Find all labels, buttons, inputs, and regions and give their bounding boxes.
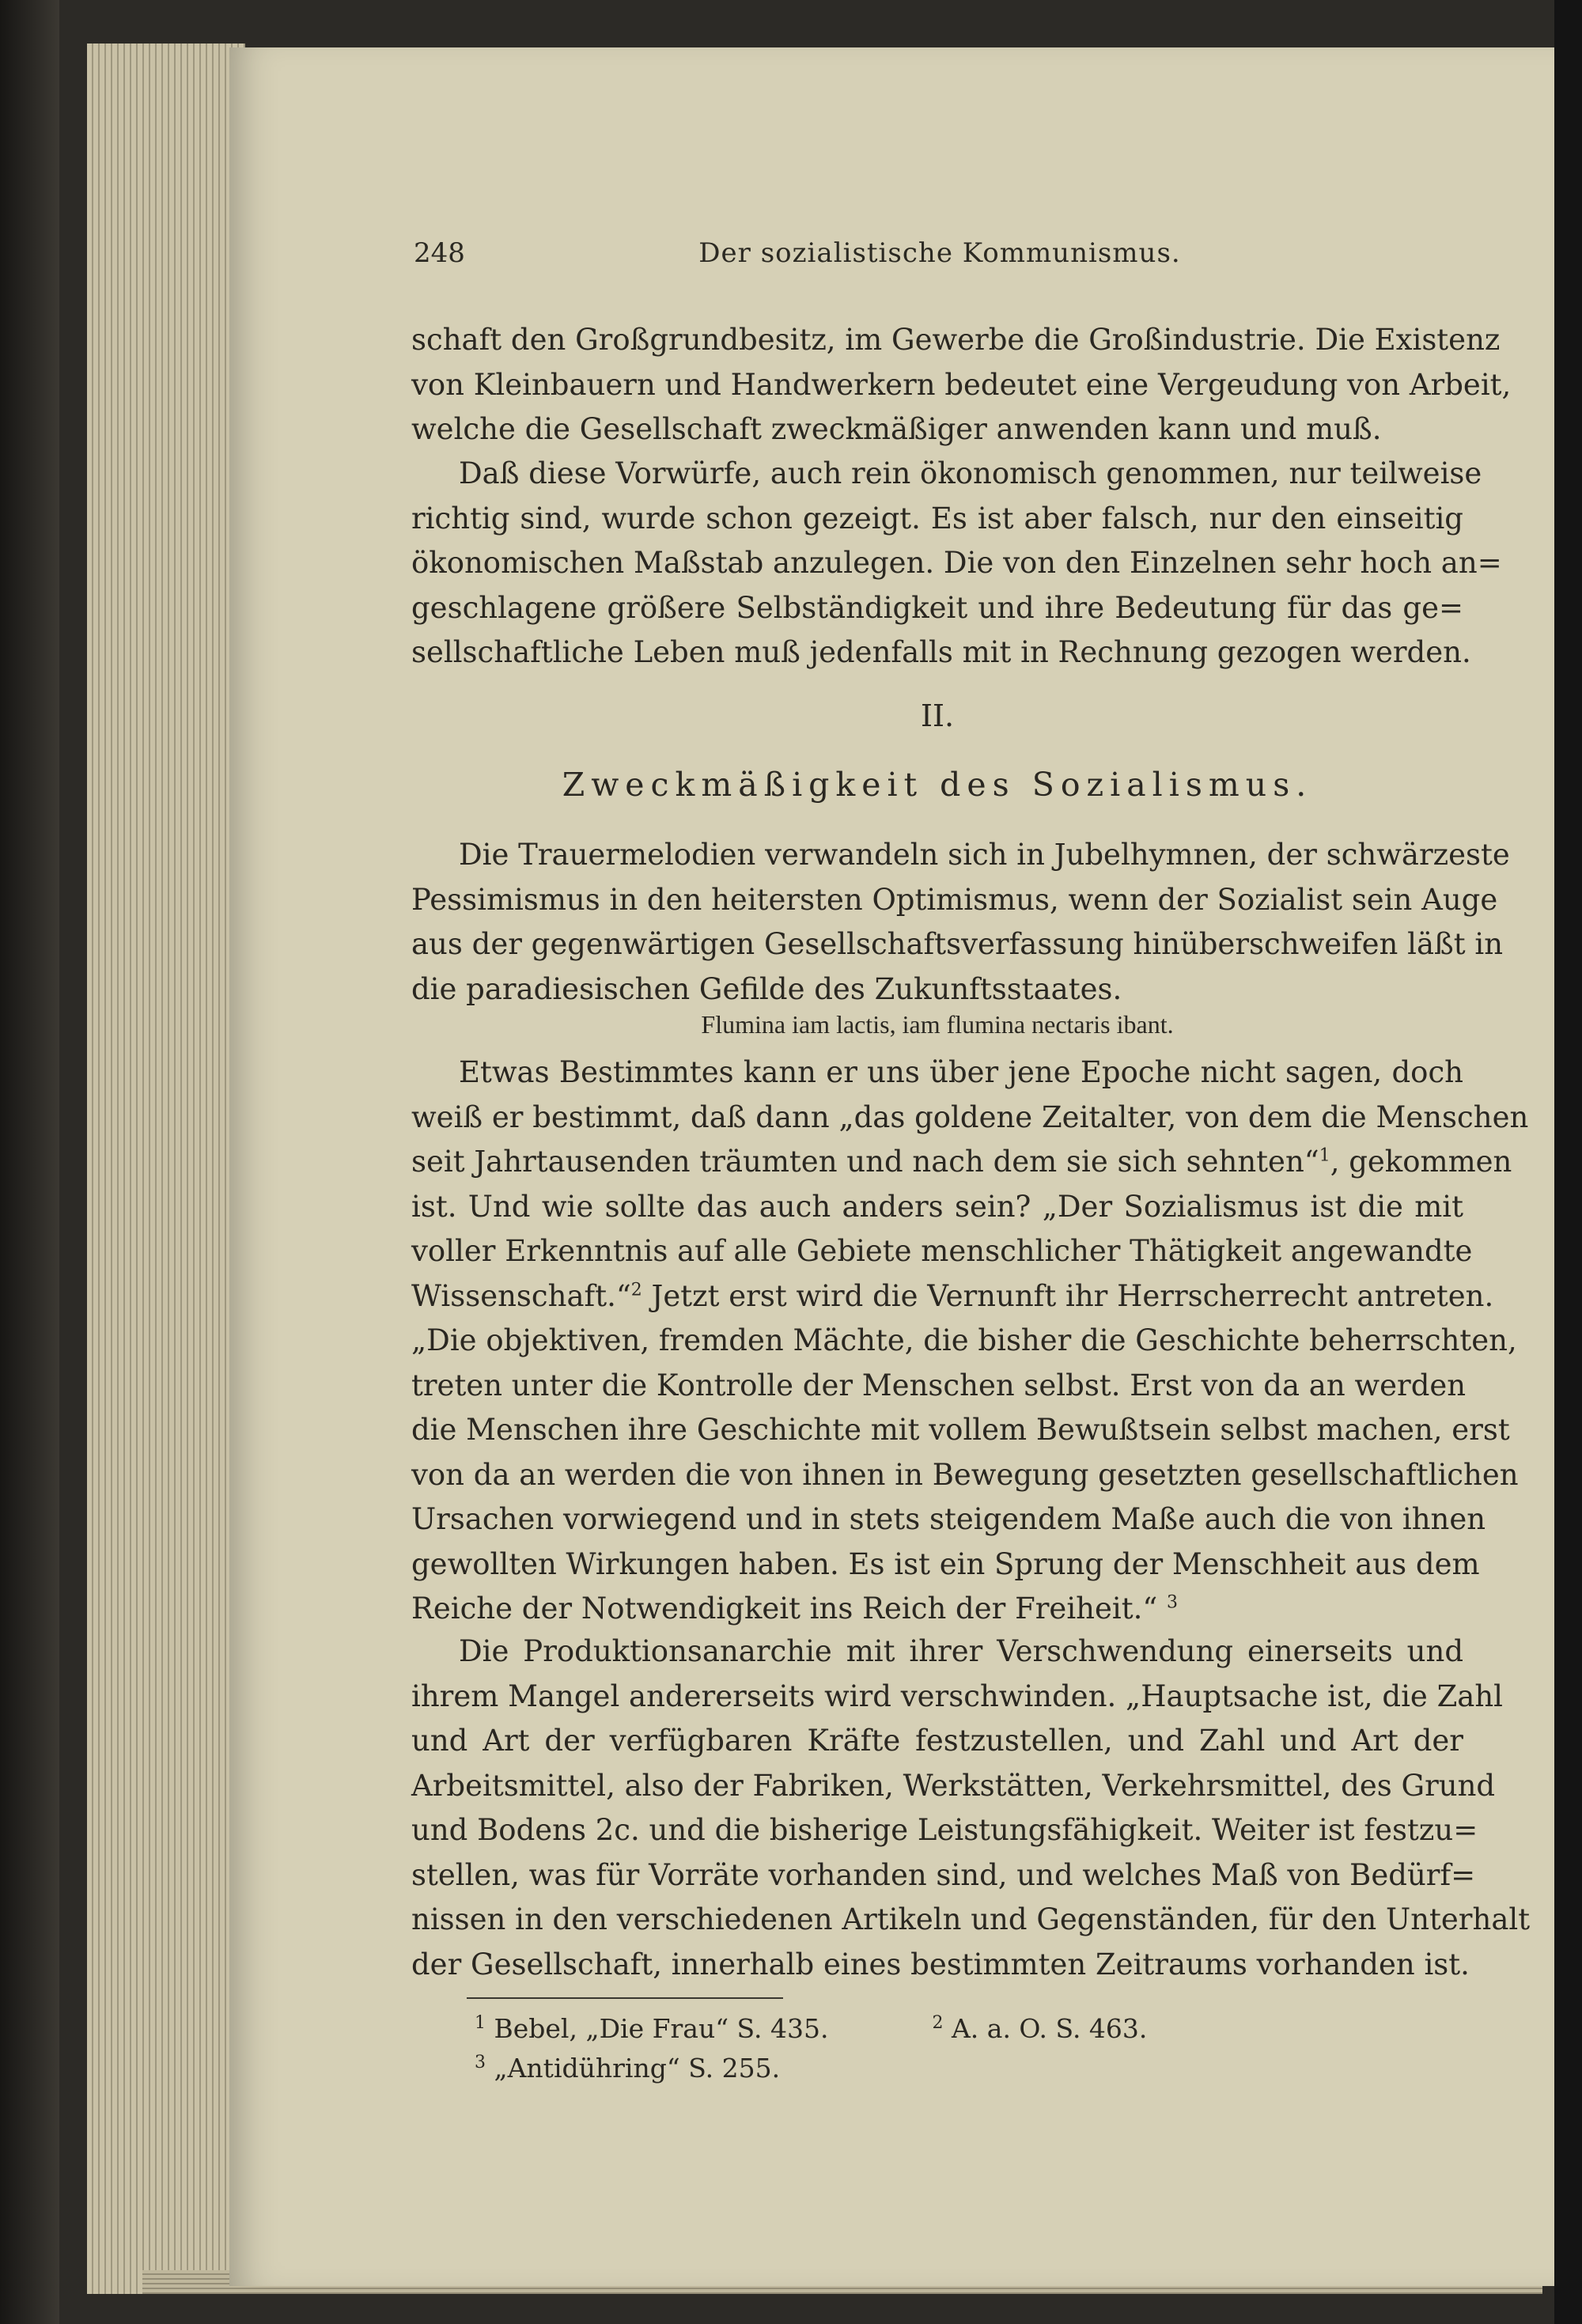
page-number: 248 [414, 237, 465, 269]
text-line: schaft den Großgrundbesitz, im Gewerbe die Großindustrie. Die Existenz [411, 323, 1501, 357]
paragraph-2 [411, 452, 1502, 676]
footnote-ref: 1 [1319, 1145, 1330, 1166]
text-line: Die Trauermelodien verwandeln sich in Jubelhymnen, der schwärzeste [459, 838, 1510, 872]
footnotes [475, 2009, 1424, 2088]
text-line: ist. Und wie sollte das auch anders sein? „Der Sozialismus ist die mit [411, 1189, 1463, 1224]
text-line: von da an werden die von ihnen in Bewegung gesetzten gesellschaftlichen [411, 1457, 1519, 1492]
text-line: weiß er bestimmt, daß dann „das goldene Zeitalter, von dem die Menschen [411, 1100, 1529, 1134]
text-line: von Kleinbauern und Handwerkern bedeutet eine Vergeudung von Arbeit, [411, 367, 1512, 402]
footnote-mark: 3 [475, 2053, 486, 2072]
text-line: die Menschen ihre Geschichte mit vollem Bewußtsein selbst machen, erst [411, 1413, 1510, 1447]
paragraph-4 [411, 1050, 1529, 1632]
text-line: sellschaftliche Leben muß jedenfalls mit in Rechnung gezogen werden. [411, 635, 1471, 669]
text-line: aus der gegenwärtigen Gesellschaftsverfassung hinüberschweifen läßt in [411, 927, 1504, 961]
text-line: welche die Gesellschaft zweckmäßiger anwenden kann und muß. [411, 412, 1382, 446]
footnote-ref: 3 [1167, 1592, 1179, 1613]
section-number: II. [920, 698, 955, 733]
text-line: nissen in den verschiedenen Artikeln und Gegenständen, für den Unterhalt [411, 1902, 1531, 1936]
footnote-line [475, 2009, 1424, 2049]
text-line: geschlagene größere Selbständigkeit und ihre Bedeutung für das ge= [411, 590, 1463, 625]
text-line: Arbeitsmittel, also der Fabriken, Werkstätten, Verkehrsmittel, des Grund [411, 1768, 1496, 1803]
footnote-mark: 2 [932, 2013, 944, 2033]
text-line: Die Produktionsanarchie mit ihrer Verschwendung einerseits und [459, 1634, 1463, 1668]
footnote-rule [467, 1997, 783, 1999]
text-line: treten unter die Kontrolle der Menschen selbst. Erst von da an werden [411, 1368, 1467, 1402]
paragraph-5 [411, 1629, 1531, 1987]
text-line: und Bodens 2c. und die bisherige Leistungsfähigkeit. Weiter ist festzu= [411, 1813, 1478, 1847]
text-line: richtig sind, wurde schon gezeigt. Es ist aber falsch, nur den einseitig [411, 501, 1463, 536]
footnote-line [475, 2049, 1424, 2088]
scan-border [1554, 0, 1582, 2324]
book-spine [0, 0, 59, 2324]
text-line: Etwas Bestimmtes kann er uns über jene Epoche nicht sagen, doch [459, 1055, 1463, 1089]
text-line: der Gesellschaft, innerhalb eines bestimmten Zeitraums vorhanden ist. [411, 1947, 1470, 1981]
text-line: Reiche der Notwendigkeit ins Reich der Freiheit.“ $^3$ [411, 1592, 1179, 1626]
footnote-text: Bebel, „Die Frau“ S. 435. [494, 2013, 829, 2044]
text-line: Daß diese Vorwürfe, auch rein ökonomisch genommen, nur teilweise [459, 456, 1482, 490]
text-line: gewollten Wirkungen haben. Es ist ein Sprung der Menschheit aus dem [411, 1546, 1480, 1581]
text-line: Pessimismus in den heitersten Optimismus, wenn der Sozialist sein Auge [411, 882, 1498, 917]
text-line: Wissenschaft.“$^2$ Jetzt erst wird die Vernunft ihr Herrscherrecht antreten. [411, 1278, 1494, 1313]
page-edges [87, 44, 245, 2294]
text-line: ökonomischen Maßstab anzulegen. Die von den Einzelnen sehr hoch an= [411, 546, 1502, 580]
text-line: stellen, was für Vorräte vorhanden sind, und welches Maß von Bedürf= [411, 1857, 1476, 1892]
paragraph-1 [411, 318, 1512, 452]
footnote-mark: 1 [475, 2013, 486, 2033]
section-title: Zweckmäßigkeit des Sozialismus. [562, 766, 1313, 804]
latin-motto: Flumina iam lactis, iam flumina nectaris ibant. [701, 1010, 1174, 1039]
text-line: die paradiesischen Gefilde des Zukunftsstaates. [411, 971, 1122, 1006]
text-line: voller Erkenntnis auf alle Gebiete menschlicher Thätigkeit angewandte [411, 1234, 1473, 1268]
running-title: Der sozialistische Kommunismus. [698, 237, 1181, 269]
footnote-text: A. a. O. S. 463. [951, 2013, 1148, 2044]
text-line: „Die objektiven, fremden Mächte, die bisher die Geschichte beherrschten, [411, 1323, 1517, 1357]
footnote-ref: 2 [630, 1280, 642, 1300]
paragraph-3 [411, 833, 1510, 1012]
text-line: Ursachen vorwiegend und in stets steigendem Maße auch die von ihnen [411, 1502, 1486, 1536]
text-line: und Art der verfügbaren Kräfte festzustellen, und Zahl und Art der [411, 1724, 1463, 1758]
footnote-text: „Antidühring“ S. 255. [494, 2053, 781, 2084]
text-line: ihrem Mangel andererseits wird verschwinden. „Hauptsache ist, die Zahl [411, 1679, 1504, 1713]
running-head [414, 237, 1466, 277]
text-line: seit Jahrtausenden träumten und nach dem sie sich sehnten“$^1$, gekommen [411, 1145, 1512, 1179]
